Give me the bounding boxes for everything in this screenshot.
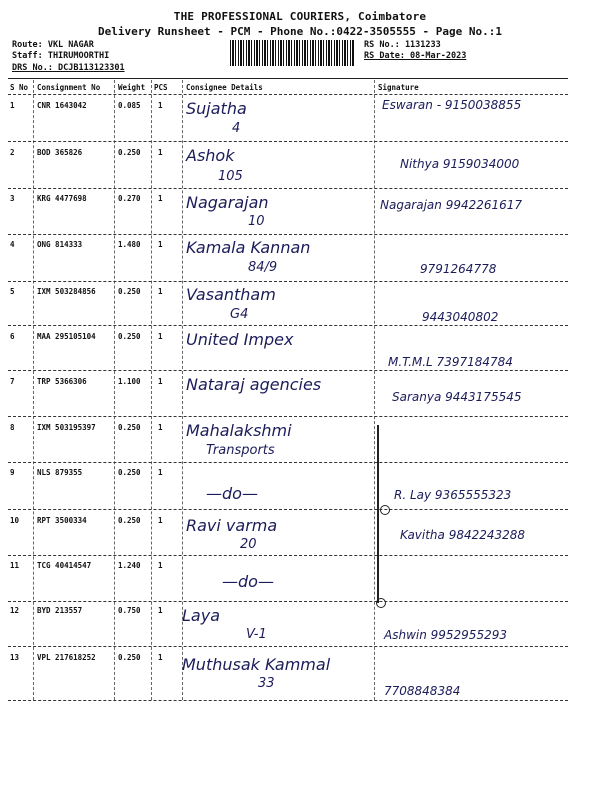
row-signature: M.T.M.L 7397184784 [388,355,513,369]
drs-label: DRS No.: DCJB113123301 [12,63,125,73]
row-pcs: 1 [158,653,163,662]
row-consignment-no: RPT 3500334 [37,516,87,525]
row-consignment-no: BOD 365826 [37,148,83,157]
row-consignee-detail: V-1 [246,627,267,642]
row-consignee-name: Mahalakshmi [186,421,292,440]
row-weight: 0.750 [118,606,141,615]
col-header-consignment: Consignment No [37,83,101,92]
row-pcs: 1 [158,287,163,296]
row-consignment-no: BYD 213557 [37,606,83,615]
row-weight: 0.085 [118,101,141,110]
row-pcs: 1 [158,101,163,110]
row-signature: Saranya 9443175545 [392,390,522,404]
row-consignee-name: Ashok [186,146,235,165]
row-sno: 10 [10,516,20,525]
row-divider [8,700,568,701]
row-consignee-name: —do— [222,572,274,591]
row-weight: 0.270 [118,194,141,203]
row-pcs: 1 [158,148,163,157]
row-consignment-no: IXM 503195397 [37,423,96,432]
row-weight: 0.250 [118,332,141,341]
row-weight: 1.480 [118,240,141,249]
row-signature: R. Lay 9365555323 [394,488,512,502]
runsheet-subtitle: Delivery Runsheet - PCM - Phone No.:0422-3505555 - Page No.:1 [98,25,502,38]
col-divider [114,80,115,700]
row-divider [8,325,568,326]
row-weight: 0.250 [118,468,141,477]
row-pcs: 1 [158,516,163,525]
rs-date: RS Date: 08-Mar-2023 [364,51,467,61]
row-divider [8,416,568,417]
row-sno: 3 [10,194,15,203]
route-label: Route: VKL NAGAR [12,40,94,50]
col-header-pcs: PCS [154,83,168,92]
row-pcs: 1 [158,561,163,570]
row-consignee-detail: 33 [258,676,275,691]
row-consignment-no: TRP 5366306 [37,377,87,386]
row-weight: 0.250 [118,287,141,296]
col-header-consignee: Consignee Details [186,83,263,92]
row-consignment-no: VPL 217618252 [37,653,96,662]
row-sno: 7 [10,377,15,386]
row-consignee-name: Muthusak Kammal [182,655,331,674]
company-title: THE PROFESSIONAL COURIERS, Coimbatore [173,10,427,23]
bracket-circle-mark [376,598,386,608]
row-consignee-detail: Transports [206,443,275,458]
row-consignee-detail: 4 [232,121,241,136]
row-signature: 9791264778 [420,262,497,276]
row-sno: 8 [10,423,15,432]
rs-number: RS No.: 1131233 [364,40,441,50]
row-signature: Ashwin 9952955293 [384,628,507,642]
row-signature: 9443040802 [422,310,499,324]
row-weight: 0.250 [118,423,141,432]
row-pcs: 1 [158,468,163,477]
row-pcs: 1 [158,332,163,341]
row-consignment-no: IXM 503284856 [37,287,96,296]
row-consignee-name: —do— [206,484,258,503]
row-consignment-no: CNR 1643042 [37,101,87,110]
row-sno: 1 [10,101,15,110]
row-consignee-name: Kamala Kannan [186,238,311,257]
row-consignee-name: Laya [182,606,220,625]
row-sno: 12 [10,606,20,615]
row-sno: 6 [10,332,15,341]
row-signature: 7708848384 [384,684,461,698]
header-bottom-rule [8,94,568,95]
col-divider [151,80,152,700]
col-header-weight: Weight [118,83,146,92]
row-consignee-name: Vasantham [186,285,276,304]
row-weight: 0.250 [118,148,141,157]
bracket-circle-mark [380,505,390,515]
row-sno: 11 [10,561,20,570]
row-consignee-detail: 10 [248,214,265,229]
row-consignment-no: KRG 4477698 [37,194,87,203]
row-consignee-detail: 84/9 [248,260,278,275]
row-divider [8,234,568,235]
row-pcs: 1 [158,423,163,432]
row-pcs: 1 [158,606,163,615]
col-divider [33,80,34,700]
row-divider [8,462,568,463]
row-consignment-no: ONG 814333 [37,240,83,249]
row-sno: 5 [10,287,15,296]
row-signature: Eswaran - 9150038855 [382,98,522,112]
row-divider [8,555,568,556]
row-signature: Kavitha 9842243288 [400,528,526,542]
col-divider [374,80,375,700]
row-consignment-no: TCG 40414547 [37,561,92,570]
row-consignee-name: Ravi varma [186,516,278,535]
col-header-sno: S No [10,83,29,92]
row-signature: Nithya 9159034000 [400,157,520,171]
row-consignment-no: MAA 295105104 [37,332,96,341]
row-consignee-detail: G4 [230,307,249,322]
row-divider [8,188,568,189]
row-weight: 0.250 [118,516,141,525]
barcode [230,40,354,66]
row-sno: 2 [10,148,15,157]
row-consignment-no: NLS 879355 [37,468,83,477]
row-sno: 13 [10,653,20,662]
row-sno: 9 [10,468,15,477]
row-pcs: 1 [158,377,163,386]
row-consignee-name: Nagarajan [186,193,269,212]
row-consignee-name: Nataraj agencies [186,375,322,394]
row-consignee-detail: 20 [240,537,257,552]
row-divider [8,370,568,371]
row-divider [8,141,568,142]
row-consignee-detail: 105 [218,169,243,184]
row-weight: 1.100 [118,377,141,386]
row-consignee-name: United Impex [186,330,294,349]
row-divider [8,601,568,602]
col-header-signature: Signature [378,83,419,92]
row-divider [8,646,568,647]
staff-label: Staff: THIRUMOORTHI [12,51,110,61]
row-consignee-name: Sujatha [186,99,247,118]
row-weight: 0.250 [118,653,141,662]
row-sno: 4 [10,240,15,249]
row-divider [8,509,568,510]
row-divider [8,281,568,282]
row-pcs: 1 [158,240,163,249]
header-top-rule [8,78,568,79]
row-signature: Nagarajan 9942261617 [380,198,523,212]
row-weight: 1.240 [118,561,141,570]
row-pcs: 1 [158,194,163,203]
